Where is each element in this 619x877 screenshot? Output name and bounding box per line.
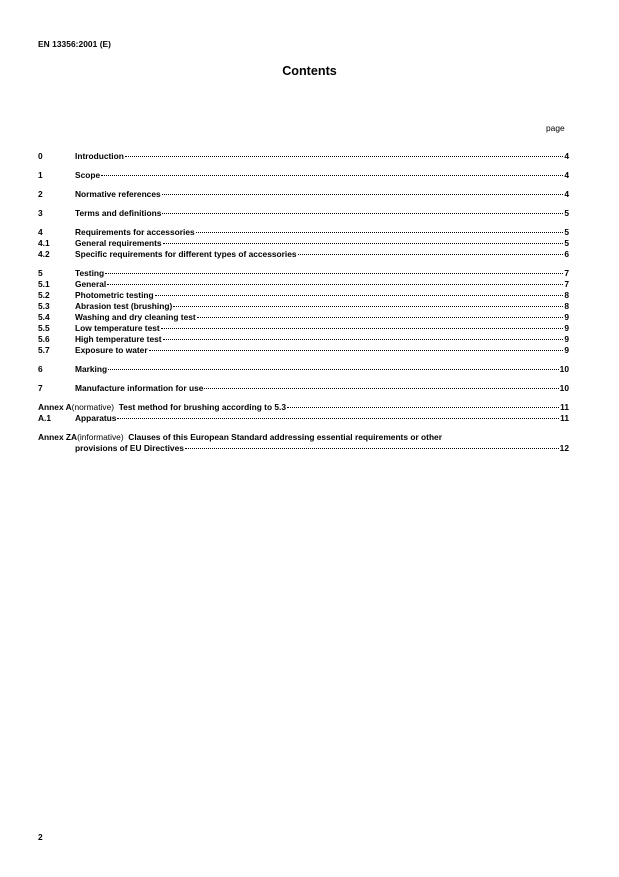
toc-entry-5-3[interactable] xyxy=(38,301,569,312)
toc-entry-5-5[interactable] xyxy=(38,323,569,334)
toc-entry-title: Marking xyxy=(75,364,108,374)
page-title: Contents xyxy=(282,64,337,78)
annex-class: (informative) xyxy=(77,432,124,442)
toc-entry-number: 5.2 xyxy=(38,290,50,300)
leader-dots xyxy=(163,243,564,244)
toc-entry-page: 4 xyxy=(564,189,569,199)
table-of-contents xyxy=(38,151,569,454)
leader-dots xyxy=(163,339,564,340)
leader-dots xyxy=(204,388,558,389)
toc-entry-title: Washing and dry cleaning test xyxy=(75,312,196,322)
leader-dots xyxy=(162,194,564,195)
leader-dots xyxy=(287,407,559,408)
toc-entry-5-2[interactable] xyxy=(38,290,569,301)
toc-entry-4[interactable] xyxy=(38,227,569,238)
toc-entry-4-1[interactable] xyxy=(38,238,569,249)
toc-entry-page: 9 xyxy=(564,323,569,333)
leader-dots xyxy=(105,273,563,274)
toc-entry-title: High temperature test xyxy=(75,334,162,344)
toc-entry-page: 12 xyxy=(559,443,569,453)
annex-label xyxy=(38,432,128,443)
toc-entry-page: 8 xyxy=(564,301,569,311)
toc-entry-title: General xyxy=(75,279,107,289)
toc-entry-page: 11 xyxy=(560,413,569,423)
toc-entry-5-7[interactable] xyxy=(38,345,569,356)
toc-entry-6[interactable] xyxy=(38,364,569,375)
leader-dots xyxy=(107,284,563,285)
toc-entry-number: 4 xyxy=(38,227,43,237)
toc-entry-number: 5.3 xyxy=(38,301,50,311)
leader-dots xyxy=(149,350,564,351)
toc-entry-annex-za-continued[interactable] xyxy=(38,443,569,454)
annex-name: Annex ZA xyxy=(38,432,78,442)
toc-entry-page: 5 xyxy=(564,208,569,218)
toc-entry-number: 4.2 xyxy=(38,249,50,259)
toc-entry-title: Test method for brushing according to 5.3 xyxy=(118,402,287,412)
toc-entry-number: 6 xyxy=(38,364,43,374)
toc-entry-page: 9 xyxy=(564,334,569,344)
document-header: EN 13356:2001 (E) xyxy=(38,39,112,49)
toc-entry-a-1[interactable] xyxy=(38,413,569,424)
toc-entry-page: 5 xyxy=(564,238,569,248)
toc-entry-number: 5.1 xyxy=(38,279,50,289)
leader-dots xyxy=(117,418,559,419)
toc-entry-title-continued: provisions of EU Directives xyxy=(75,443,184,453)
toc-entry-title: Photometric testing xyxy=(75,290,154,300)
toc-entry-title: Normative references xyxy=(75,189,161,199)
toc-entry-page: 11 xyxy=(560,402,569,412)
toc-entry-7[interactable] xyxy=(38,383,569,394)
toc-entry-annex-a[interactable] xyxy=(38,402,569,413)
leader-dots xyxy=(162,213,563,214)
toc-entry-5-6[interactable] xyxy=(38,334,569,345)
toc-entry-number: 7 xyxy=(38,383,43,393)
toc-entry-3[interactable] xyxy=(38,208,569,219)
leader-dots xyxy=(125,156,563,157)
leader-dots xyxy=(173,306,563,307)
toc-entry-title: Specific requirements for different types of accessories xyxy=(75,249,297,259)
toc-entry-page: 10 xyxy=(559,364,569,374)
page-number: 2 xyxy=(38,832,43,842)
toc-entry-title: Terms and definitions xyxy=(75,208,162,218)
leader-dots xyxy=(196,232,564,233)
annex-label xyxy=(38,402,119,413)
toc-entry-title: Apparatus xyxy=(75,413,117,423)
toc-entry-number: 0 xyxy=(38,151,43,161)
toc-entry-page: 8 xyxy=(564,290,569,300)
leader-dots xyxy=(101,175,563,176)
toc-entry-title: Manufacture information for use xyxy=(75,383,204,393)
toc-entry-page: 10 xyxy=(559,383,569,393)
leader-dots xyxy=(108,369,559,370)
page-column-label: page xyxy=(546,123,565,133)
toc-entry-page: 4 xyxy=(564,170,569,180)
toc-entry-page: 7 xyxy=(564,279,569,289)
toc-entry-number: 5.4 xyxy=(38,312,50,322)
toc-entry-1[interactable] xyxy=(38,170,569,181)
toc-entry-page: 4 xyxy=(564,151,569,161)
toc-entry-4-2[interactable] xyxy=(38,249,569,260)
leader-dots xyxy=(185,448,559,449)
toc-entry-number: 2 xyxy=(38,189,43,199)
toc-entry-page: 9 xyxy=(564,312,569,322)
leader-dots xyxy=(155,295,564,296)
toc-entry-title: Scope xyxy=(75,170,101,180)
toc-entry-5-1[interactable] xyxy=(38,279,569,290)
leader-dots xyxy=(197,317,564,318)
toc-entry-title: Clauses of this European Standard addressing essential requirements or other xyxy=(128,432,442,442)
toc-entry-page: 9 xyxy=(564,345,569,355)
toc-entry-number: 5 xyxy=(38,268,43,278)
toc-entry-number: A.1 xyxy=(38,413,52,423)
toc-entry-title: Exposure to water xyxy=(75,345,148,355)
toc-entry-5[interactable] xyxy=(38,268,569,279)
leader-dots xyxy=(161,328,564,329)
toc-entry-title: Introduction xyxy=(75,151,124,161)
toc-entry-annex-za[interactable] xyxy=(38,432,569,443)
annex-name: Annex A xyxy=(38,402,72,412)
toc-entry-page: 7 xyxy=(564,268,569,278)
toc-entry-2[interactable] xyxy=(38,189,569,200)
toc-entry-number: 1 xyxy=(38,170,43,180)
toc-entry-page: 5 xyxy=(564,227,569,237)
leader-dots xyxy=(298,254,564,255)
toc-entry-5-4[interactable] xyxy=(38,312,569,323)
toc-entry-number: 5.7 xyxy=(38,345,50,355)
toc-entry-title: General requirements xyxy=(75,238,162,248)
toc-entry-0[interactable] xyxy=(38,151,569,162)
toc-entry-number: 4.1 xyxy=(38,238,50,248)
toc-entry-number: 5.6 xyxy=(38,334,50,344)
toc-entry-number: 3 xyxy=(38,208,43,218)
toc-entry-title: Low temperature test xyxy=(75,323,160,333)
toc-entry-title: Requirements for accessories xyxy=(75,227,195,237)
annex-class: (normative) xyxy=(71,402,115,412)
toc-entry-page: 6 xyxy=(564,249,569,259)
toc-entry-title: Abrasion test (brushing) xyxy=(75,301,173,311)
toc-entry-number: 5.5 xyxy=(38,323,50,333)
toc-entry-title: Testing xyxy=(75,268,105,278)
